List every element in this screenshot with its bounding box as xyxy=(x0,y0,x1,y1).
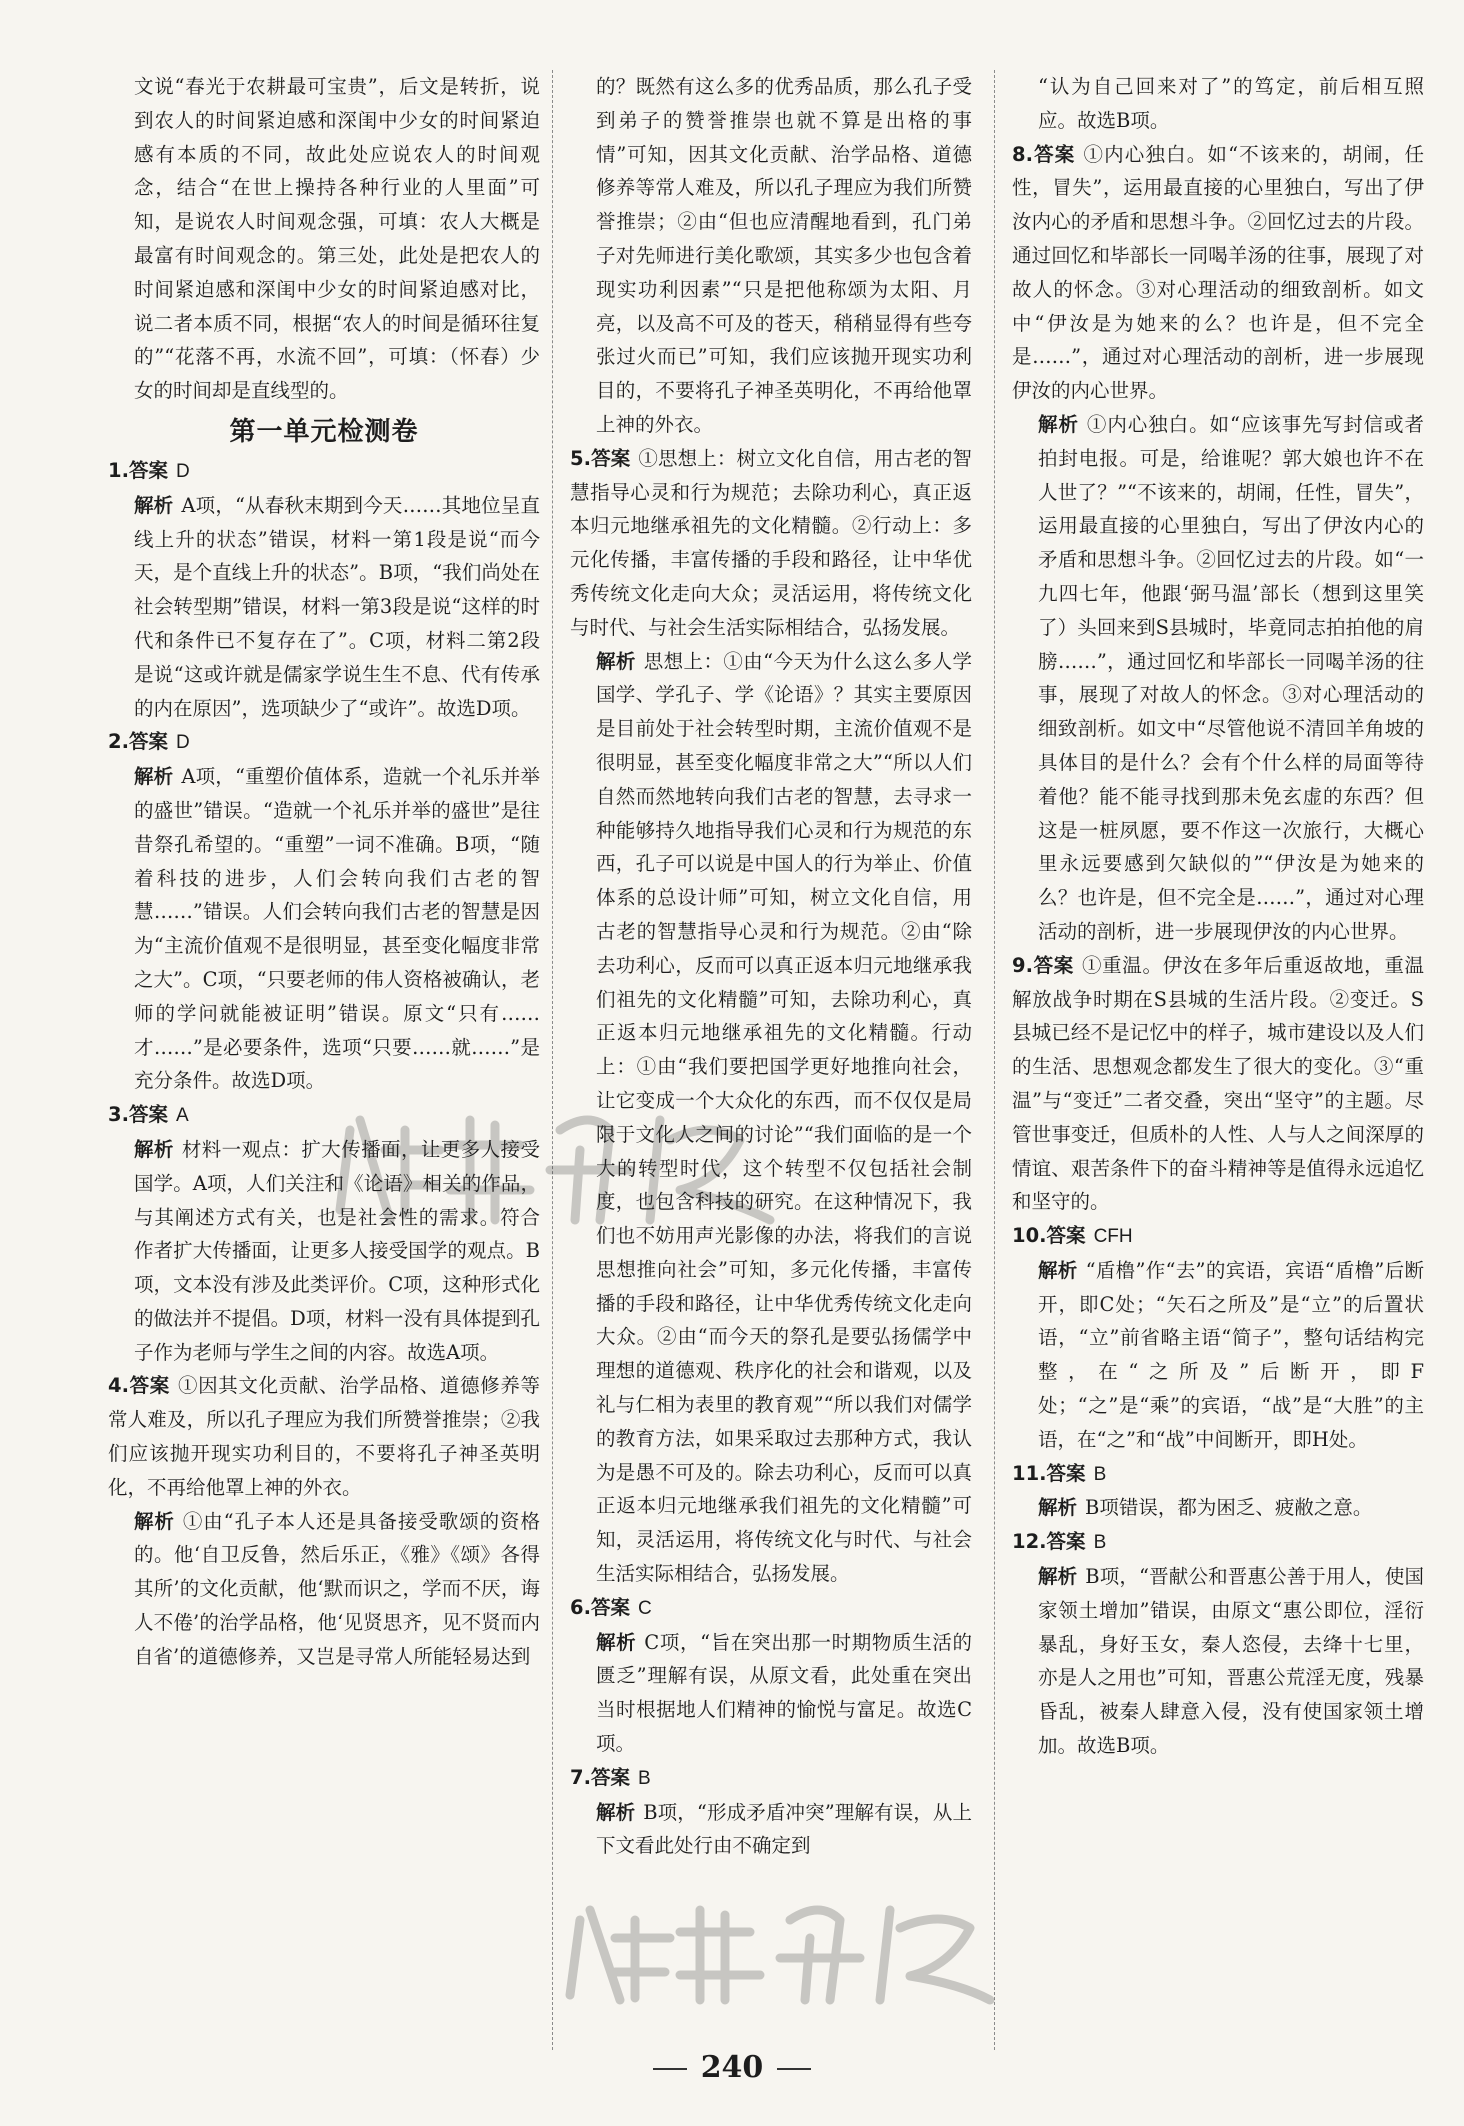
question-11 xyxy=(1012,1457,1424,1526)
explanation-text: 材料一观点：扩大传播面，让更多人接受国学。A项，人们关注和《论语》相关的作品，与其阐述方式有关，也是社会性的需求。符合作者扩大传播面，让更多人接受国学的观点。B项，文本没有涉及此类评价。C项，这种形式化的做法并不提倡。D项，材料一没有具体提到孔子作为老师与学生之间的内容。故选A项。 xyxy=(134,1137,540,1364)
column-divider xyxy=(994,70,995,2050)
question-number: 1. xyxy=(108,458,129,482)
question-6 xyxy=(570,1591,972,1761)
answer-label: 答案 xyxy=(1046,1224,1086,1248)
question-9 xyxy=(1012,949,1424,1219)
question-number: 2. xyxy=(108,730,129,754)
question-5 xyxy=(570,442,972,1591)
page-number-dash xyxy=(653,2068,687,2070)
answer-label: 答案 xyxy=(128,730,168,754)
explanation-label: 解析 xyxy=(1038,1258,1078,1282)
question-number: 6. xyxy=(570,1595,591,1619)
answer-label: 答案 xyxy=(128,1103,168,1127)
question-2 xyxy=(108,725,540,1098)
answer-value: D xyxy=(176,732,190,754)
continued-text: 的？既然有这么多的优秀品质，那么孔子受到弟子的赞誉推崇也就不算是出格的事情”可知，因其文化贡献、治学品格、道德修养等常人难及，所以孔子理应为我们所赞誉推崇；②由“但也应清醒地看到，孔门弟子对先师进行美化歌颂，其实多少也包含着现实功利因素”“只是把他称颂为太阳、月亮，以及高不可及的苍天，稍稍显得有些夸张过火而已”可知，我们应该抛开现实功利目的，不要将孔子神圣英明化，不再给他罩上神的外衣。 xyxy=(596,75,972,436)
answer-value: ①因其文化贡献、治学品格、道德修养等常人难及，所以孔子理应为我们所赞誉推崇；②我们应该抛开现实功利目的，不要将孔子神圣英明化，不再给他罩上神的外衣。 xyxy=(108,1374,540,1499)
answer-label: 答案 xyxy=(590,1765,630,1789)
question-3 xyxy=(108,1098,540,1369)
page-number xyxy=(0,2050,1464,2085)
answer-value: B xyxy=(1093,1463,1107,1485)
question-12 xyxy=(1012,1525,1424,1763)
question-4 xyxy=(108,1369,540,1673)
explanation-label: 解析 xyxy=(134,1137,174,1161)
question-number: 9. xyxy=(1012,953,1033,977)
answer-value: ①内心独白。如“不该来的，胡闹，任性，冒失”，运用最直接的心里独白，写出了伊汝内心的矛盾和思想斗争。②回忆过去的片段。通过回忆和毕部长一同喝羊汤的往事，展现了对故人的怀念。③对心理活动的细致剖析。如文中“伊汝是为她来的么？也许是，但不完全是……”，通过对心理活动的剖析，进一步展现伊汝的内心世界。 xyxy=(1012,142,1424,403)
question-number: 4. xyxy=(108,1374,129,1398)
question-number: 7. xyxy=(570,1765,591,1789)
question-number: 8. xyxy=(1012,142,1033,166)
explanation-label: 解析 xyxy=(596,649,636,673)
explanation-text: ①内心独白。如“应该事先写封信或者拍封电报。可是，给谁呢？郭大娘也许不在人世了？”“不该来的，胡闹，任性，冒失”，运用最直接的心里独白，写出了伊汝内心的矛盾和思想斗争。②回忆过去的片段。如“一九四七年，他跟‘弼马温’部长（想到这里笑了）头回来到S县城时，毕竟同志拍拍他的肩膀……”，通过回忆和毕部长一同喝羊汤的往事，展现了对故人的怀念。③对心理活动的细致剖析。如文中“尽管他说不清回羊角坡的具体目的是什么？会有个什么样的局面等待着他？能不能寻找到那未免玄虚的东西？但这是一桩夙愿，要不作这一次旅行，大概心里永远要感到欠缺似的”“伊汝是为她来的么？也许是，但不完全是……”，通过对心理活动的剖析，进一步展现伊汝的内心世界。 xyxy=(1038,412,1424,943)
explanation-text: B项错误，都为困乏、疲敝之意。 xyxy=(1085,1496,1373,1520)
answer-value: CFH xyxy=(1093,1226,1133,1248)
column-right xyxy=(1012,70,1424,1763)
explanation-label: 解析 xyxy=(596,1800,636,1824)
question-10 xyxy=(1012,1219,1424,1457)
explanation-label: 解析 xyxy=(1038,412,1079,436)
continued-text: “认为自己回来对了”的笃定，前后相互照应。故选B项。 xyxy=(1038,75,1424,132)
answer-value: B xyxy=(1093,1532,1107,1554)
page-number-text: 240 xyxy=(700,2050,764,2085)
answer-label: 答案 xyxy=(128,458,168,482)
explanation-label: 解析 xyxy=(596,1630,637,1654)
explanation-text: ①由“孔子本人还是具备接受歌颂的资格的。他‘自卫反鲁，然后乐正，《雅》《颂》各得其所’的文化贡献，他‘默而识之，学而不厌，诲人不倦’的治学品格，他‘见贤思齐，见不贤而内自省’的道德修养，又岂是寻常人所能轻易达到 xyxy=(134,1509,540,1668)
section-title: 第一单元检测卷 xyxy=(229,416,419,447)
answer-value: ①重温。伊汝在多年后重返故地，重温解放战争时期在S县城的生活片段。②变迁。S县城已经不是记忆中的样子，城市建设以及人们的生活、思想观念都发生了很大的变化。③“重温”与“变迁”二者交叠，突出“坚守”的主题。尽管世事变迁，但质朴的人性、人与人之间深厚的情谊、艰苦条件下的奋斗精神等是值得永远追忆和坚守的。 xyxy=(1012,953,1424,1214)
answer-label: 答案 xyxy=(1046,1461,1086,1485)
explanation-text: C项，“旨在突出那一时期物质生活的匮乏”理解有误，从原文看，此处重在突出当时根据地人们精神的愉悦与富足。故选C项。 xyxy=(596,1630,972,1756)
explanation-text: B项，“形成矛盾冲突”理解有误，从上下文看此处行由不确定到 xyxy=(596,1800,972,1858)
answer-label: 答案 xyxy=(1032,953,1074,977)
answer-label: 答案 xyxy=(590,1595,630,1619)
answer-label: 答案 xyxy=(1032,142,1076,166)
page-number-dash xyxy=(777,2068,811,2070)
question-8 xyxy=(1012,138,1424,949)
answer-label: 答案 xyxy=(590,446,631,470)
explanation-label: 解析 xyxy=(134,1509,175,1533)
question-number: 12. xyxy=(1012,1530,1047,1554)
column-middle xyxy=(570,70,972,1863)
answer-value: D xyxy=(176,460,190,482)
answer-value: A xyxy=(176,1105,189,1127)
answer-value: B xyxy=(638,1767,651,1789)
watermark-logo xyxy=(560,1880,1000,2020)
question-number: 3. xyxy=(108,1103,129,1127)
explanation-text: A项，“重塑价值体系，造就一个礼乐并举的盛世”错误。“造就一个礼乐并举的盛世”是往昔祭孔希望的。“重塑”一词不准确。B项，“随着科技的进步，人们会转向我们古老的智慧……”错误。人们会转向我们古老的智慧是因为“主流价值观不是很明显，甚至变化幅度非常之大”。C项，“只要老师的伟人资格被确认，老师的学问就能被证明”错误。原文“只有……才……”是必要条件，选项“只要……就……”是充分条件。故选D项。 xyxy=(134,765,540,1093)
explanation-label: 解析 xyxy=(1038,1496,1078,1520)
answer-value: C xyxy=(638,1597,652,1619)
question-7 xyxy=(570,1761,972,1863)
answer-label: 答案 xyxy=(1046,1530,1086,1554)
explanation-text: 思想上：①由“今天为什么这么多人学国学、学孔子、学《论语》？其实主要原因是目前处于社会转型时期，主流价值观不是很明显，甚至变化幅度非常之大”“所以人们自然而然地转向我们古老的智慧，去寻求一种能够持久地指导我们心灵和行为规范的东西，孔子可以说是中国人的行为举止、价值体系的总设计师”可知，树立文化自信，用古老的智慧指导心灵和行为规范。②由“除去功利心，反而可以真正返本归元地继承我们祖先的文化精髓”可知，去除功利心，真正返本归元地继承祖先的文化精髓。行动上：①由“我们要把国学更好地推向社会，让它变成一个大众化的东西，而不仅仅是局限于文化人之间的讨论”“我们面临的是一个大的转型时代，这个转型不仅包括社会制度，也包含科技的研究。在这种情况下，我们也不妨用声光影像的办法，将我们的言说思想推向社会”可知，多元化传播，丰富传播的手段和路径，让中华优秀传统文化走向大众。②由“而今天的祭孔是要弘扬儒学中理想的道德观、秩序化的社会和谐观，以及礼与仁相为表里的教育观”“所以我们对儒学的教育方法，如果采取过去那种方式，我认为是愚不可及的。除去功利心，反而可以真正返本归元地继承我们祖先的文化精髓”可知，灵活运用，将传统文化与时代、与社会生活实际相结合，弘扬发展。 xyxy=(596,649,972,1586)
explanation-text: “盾橹”作“去”的宾语，宾语“盾橹”后断开，即C处；“矢石之所及”是“立”的后置状语，“立”前省略主语“简子”，整句话结构完整，在“之所及”后断开，即F处；“之”是“乘”的宾语，“战”是“大胜”的主语，在“之”和“战”中间断开，即H处。 xyxy=(1038,1258,1424,1451)
explanation-label: 解析 xyxy=(134,493,174,517)
explanation-text: A项，“从春秋末期到今天……其地位呈直线上升的状态”错误，材料一第1段是说“而今天，是个直线上升的状态”。B项，“我们尚处在社会转型期”错误，材料一第3段是说“这样的时代和条件已不复存在了”。C项，材料二第2段是说“这或许就是儒家学说生生不息、代有传承的内在原因”，选项缺少了“或许”。故选D项。 xyxy=(134,493,540,720)
intro-paragraph: 文说“春光于农耕最可宝贵”，后文是转折，说到农人的时间紧迫感和深闺中少女的时间紧迫感有本质的不同，故此处应说农人的时间观念，结合“在世上操持各种行业的人里面”可知，是说农人时间观念强，可填：农人大概是最富有时间观念的。第三处，此处是把农人的时间紧迫感和深闺中少女的时间紧迫感对比，说二者本质不同，根据“农人的时间是循环往复的”“花落不再，水流不回”，可填：（怀春）少女的时间却是直线型的。 xyxy=(134,75,540,403)
explanation-label: 解析 xyxy=(134,765,174,789)
question-number: 5. xyxy=(570,446,591,470)
question-number: 10. xyxy=(1012,1224,1047,1248)
question-1 xyxy=(108,454,540,725)
answer-value: ①思想上：树立文化自信，用古老的智慧指导心灵和行为规范；去除功利心，真正返本归元地继承祖先的文化精髓。②行动上：多元化传播，丰富传播的手段和路径，让中华优秀传统文化走向大众；灵活运用，将传统文化与时代、与社会生活实际相结合，弘扬发展。 xyxy=(570,446,972,639)
answer-label: 答案 xyxy=(128,1374,170,1398)
question-number: 11. xyxy=(1012,1461,1047,1485)
explanation-label: 解析 xyxy=(1038,1565,1078,1589)
explanation-text: B项，“晋献公和晋惠公善于用人，使国家领土增加”错误，由原文“惠公即位，淫衍暴乱，身好玉女，秦人恣侵，去绛十七里，亦是人之用也”可知，晋惠公荒淫无度，残暴昏乱，被秦人肆意入侵，没有使国家领土增加。故选B项。 xyxy=(1038,1565,1424,1758)
column-divider xyxy=(552,70,553,2050)
column-left xyxy=(108,70,540,1674)
